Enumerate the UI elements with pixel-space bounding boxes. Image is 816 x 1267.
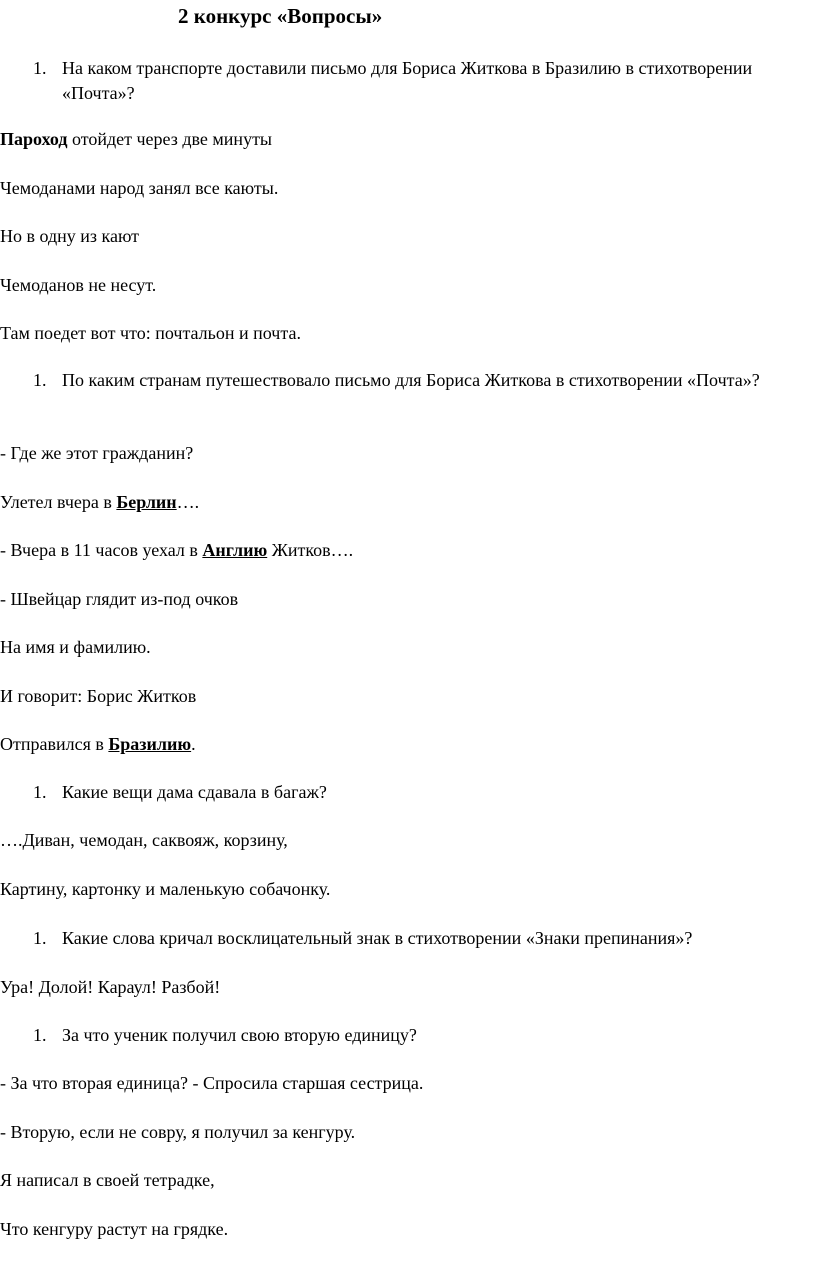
answer-highlight: Пароход (0, 129, 68, 149)
question-5 (33, 1023, 803, 1048)
poem-line: И говорит: Борис Житков (0, 686, 197, 706)
question-text: Какие слова кричал восклицательный знак в стихотворении «Знаки препинания»? (62, 928, 693, 948)
poem-line: - Швейцар глядит из-под очков (0, 589, 239, 609)
poem-line-text: Отправился в (0, 734, 109, 754)
question-number: 1. (33, 370, 47, 390)
poem-line: Но в одну из кают (0, 226, 140, 246)
poem-line (0, 490, 199, 514)
question-number: 1. (33, 782, 47, 802)
poem-line: ….Диван, чемодан, саквояж, корзину, (0, 830, 288, 850)
question-number: 1. (33, 928, 47, 948)
question-text: Какие вещи дама сдавала в багаж? (62, 782, 327, 802)
question-text: По каким странам путешествовало письмо для Бориса Житкова в стихотворении «Почта»? (62, 370, 760, 390)
poem-line: Чемоданами народ занял все каюты. (0, 178, 279, 198)
poem-line: - За что вторая единица? - Спросила старшая сестрица. (0, 1073, 424, 1093)
page-title: 2 конкурс «Вопросы» (178, 4, 383, 28)
poem-line-text: …. (176, 492, 200, 512)
question-4 (33, 926, 803, 951)
poem-line-text: - Вчера в 11 часов уехал в (0, 540, 203, 560)
poem-line (0, 127, 272, 151)
question-number: 1. (33, 1025, 47, 1045)
poem-line-text: . (191, 734, 196, 754)
poem-line-text: Улетел вчера в (0, 492, 117, 512)
poem-line: - Где же этот гражданин? (0, 443, 194, 463)
answer-highlight: Англию (202, 540, 268, 560)
poem-line: Ура! Долой! Караул! Разбой! (0, 977, 221, 997)
answer-highlight: Бразилию (108, 734, 192, 754)
poem-line (0, 732, 196, 756)
question-text: За что ученик получил свою вторую единицу? (62, 1025, 417, 1045)
poem-line: На имя и фамилию. (0, 637, 151, 657)
question-3 (33, 780, 803, 805)
poem-line-text: Житков…. (267, 540, 354, 560)
question-2 (33, 368, 803, 393)
poem-line: Что кенгуру растут на грядке. (0, 1219, 229, 1239)
question-text: На каком транспорте доставили письмо для Бориса Житкова в Бразилию в стихотворении «Почта»? (62, 58, 753, 103)
poem-line: Чемоданов не несут. (0, 275, 157, 295)
question-number: 1. (33, 58, 47, 78)
poem-line-text: отойдет через две минуты (67, 129, 273, 149)
poem-line (0, 538, 353, 562)
poem-line: Там поедет вот что: почтальон и почта. (0, 323, 301, 343)
poem-line: Картину, картонку и маленькую собачонку. (0, 879, 331, 899)
question-1 (33, 56, 803, 106)
answer-highlight: Берлин (116, 492, 177, 512)
poem-line: - Вторую, если не совру, я получил за кенгуру. (0, 1122, 356, 1142)
poem-line: Я написал в своей тетрадке, (0, 1170, 215, 1190)
